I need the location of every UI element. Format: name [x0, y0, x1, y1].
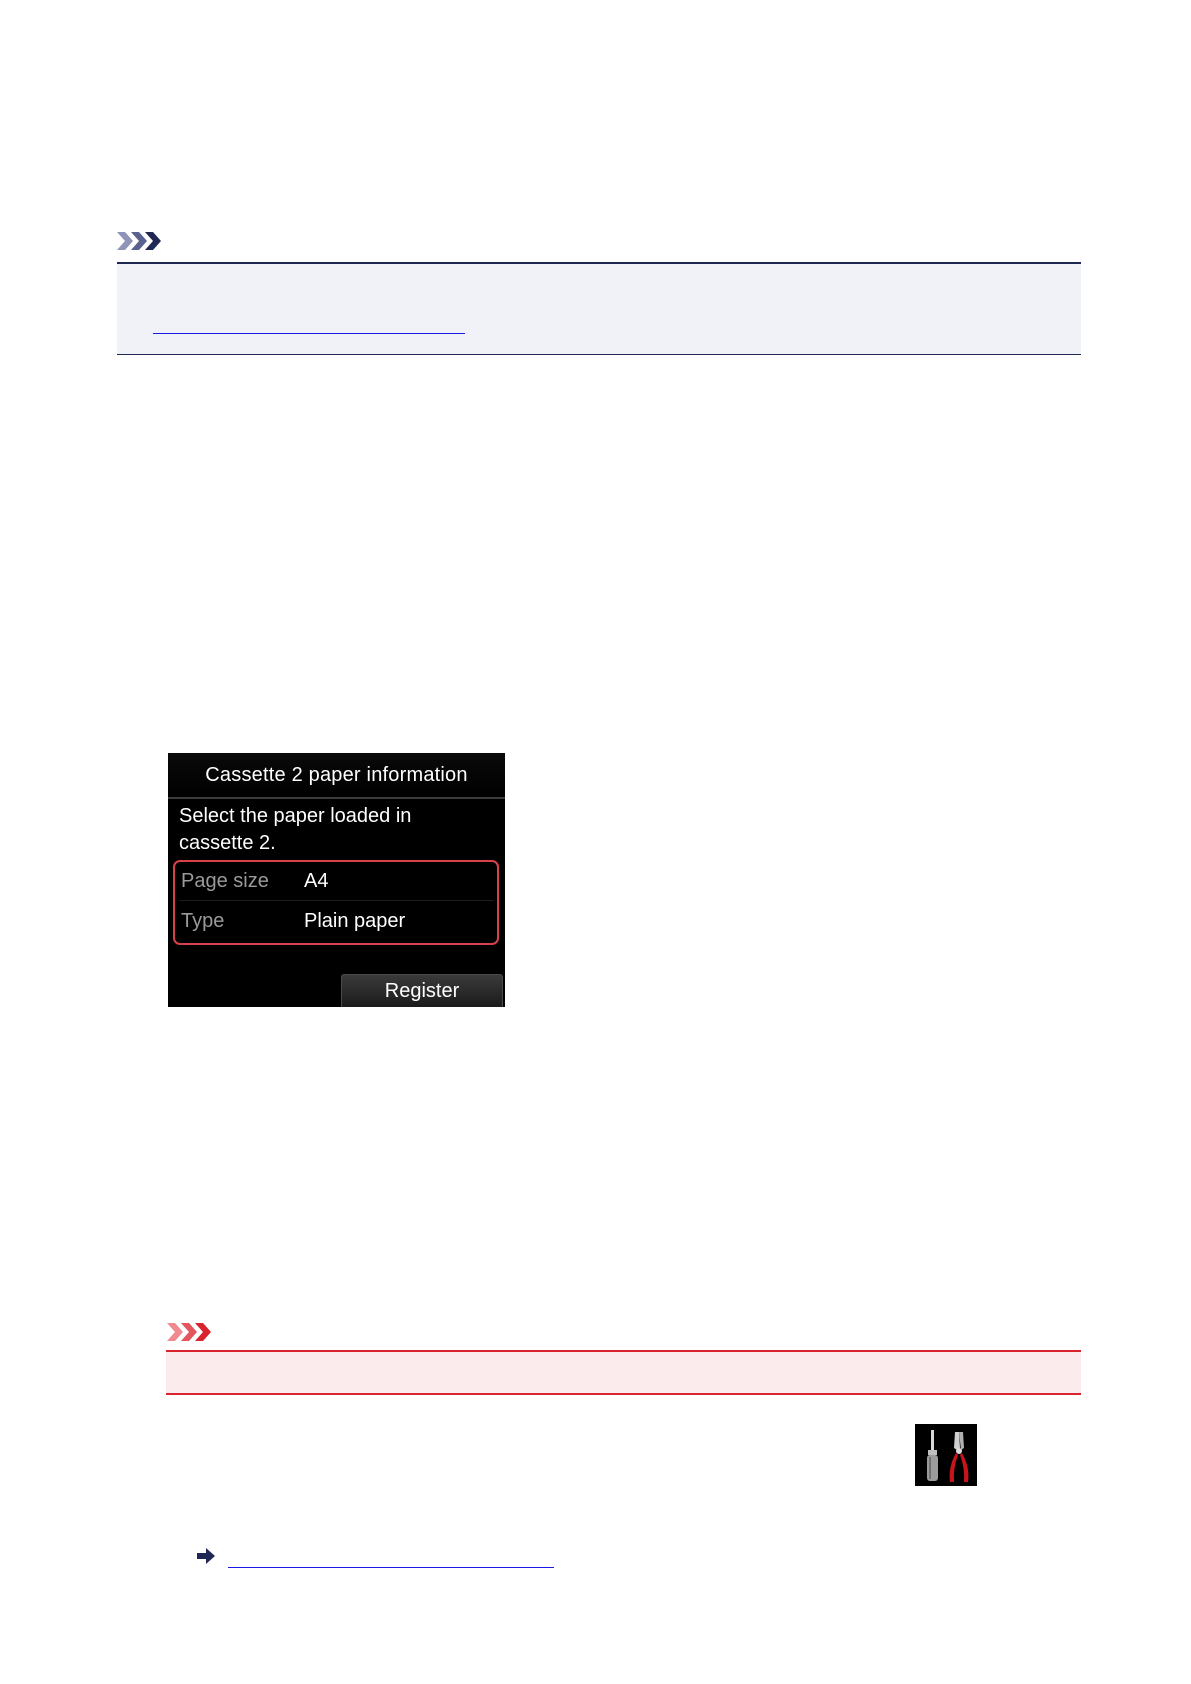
note-bottom-rule [117, 354, 1081, 355]
note-icon [117, 230, 167, 252]
register-button[interactable]: Register [341, 974, 503, 1007]
setup-icon [915, 1424, 977, 1486]
lcd-message [179, 803, 479, 857]
lcd-title-divider [168, 797, 505, 799]
lcd-row-page-size[interactable] [179, 862, 494, 901]
lcd-message-line-2: cassette 2. [179, 832, 276, 854]
important-bottom-rule [166, 1393, 1081, 1395]
lcd-row-value: A4 [304, 870, 329, 892]
lcd-row-type[interactable] [179, 902, 494, 940]
important-icon [167, 1321, 217, 1343]
lcd-row-value: Plain paper [304, 910, 406, 932]
lcd-message-line-1: Select the paper loaded in [179, 805, 412, 827]
lcd-row-label: Type [181, 910, 225, 932]
lcd-title: Cassette 2 paper information [168, 753, 505, 797]
important-box [166, 1352, 1081, 1394]
bottom-link[interactable] [228, 1544, 554, 1568]
lcd-screen [168, 753, 505, 1007]
note-link[interactable] [153, 310, 465, 334]
arrow-right-icon [196, 1547, 216, 1565]
lcd-row-label: Page size [181, 870, 269, 892]
lcd-settings-highlight [173, 860, 499, 945]
